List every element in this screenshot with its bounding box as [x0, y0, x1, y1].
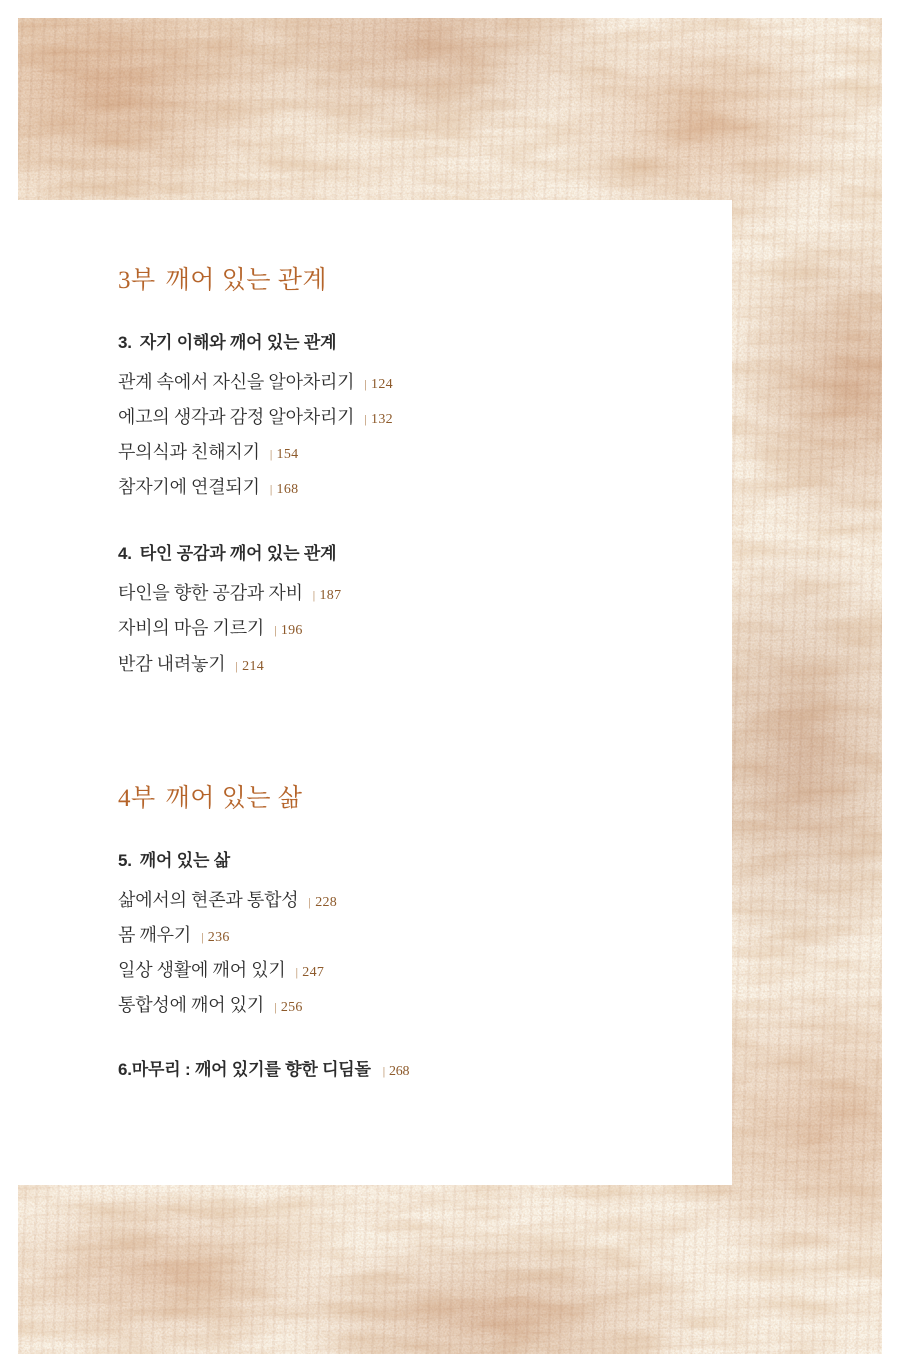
chapter-number-4: 4.	[118, 544, 132, 564]
entry-page-number: | 228	[308, 895, 337, 910]
entry-title: 몸 깨우기	[118, 924, 192, 945]
entry-title: 반감 내려놓기	[118, 653, 226, 674]
chapter-title-5: 깨어 있는 삶	[139, 850, 230, 870]
entry-title: 타인을 향한 공감과 자비	[118, 583, 303, 604]
toc-entry[interactable]	[118, 988, 698, 1023]
chapter-number-5: 5.	[118, 850, 132, 870]
part-heading-3	[118, 260, 698, 296]
part-title-3: 깨어 있는 관계	[165, 267, 328, 294]
entry-group-chapter-3	[118, 365, 698, 505]
entry-title: 삶에서의 현존과 통합성	[118, 889, 299, 910]
entry-group-chapter-5	[118, 883, 698, 1023]
entry-page-number: | 132	[364, 412, 393, 427]
part-heading-4	[118, 778, 698, 814]
entry-page-number: | 268	[383, 1064, 410, 1079]
entry-page-number: | 247	[296, 965, 325, 980]
table-of-contents	[118, 260, 698, 1080]
chapter-title-3: 자기 이해와 깨어 있는 관계	[139, 333, 337, 352]
toc-entry[interactable]	[118, 576, 698, 611]
toc-entry[interactable]	[118, 883, 698, 918]
entry-page-number: | 196	[274, 623, 303, 638]
section-spacer	[118, 682, 698, 778]
toc-entry[interactable]	[118, 953, 698, 988]
chapter-title-6: 마무리 : 깨어 있기를 향한 디딤돌	[131, 1060, 371, 1080]
chapter-number-6: 6.	[118, 1060, 132, 1080]
entry-page-number: | 236	[201, 930, 230, 945]
part-title-4: 깨어 있는 삶	[165, 784, 303, 812]
entry-page-number: | 256	[274, 1000, 303, 1015]
entry-title: 자비의 마음 기르기	[118, 618, 265, 639]
entry-page-number: | 214	[235, 659, 264, 674]
toc-entry[interactable]	[118, 400, 698, 435]
part-number-4: 4부	[118, 784, 156, 812]
part-number-3: 3부	[118, 267, 156, 294]
toc-entry[interactable]	[118, 918, 698, 953]
toc-entry[interactable]	[118, 435, 698, 470]
entry-title: 무의식과 친해지기	[118, 442, 260, 463]
entry-title: 관계 속에서 자신을 알아차리기	[118, 372, 355, 392]
chapter-heading-5	[118, 846, 698, 871]
entry-title: 통합성에 깨어 있기	[118, 994, 265, 1015]
entry-page-number: | 168	[270, 482, 299, 497]
chapter-heading-6[interactable]	[118, 1055, 698, 1080]
entry-title: 에고의 생각과 감정 알아차리기	[118, 407, 355, 428]
chapter-number-3: 3.	[118, 333, 132, 352]
chapter-heading-3	[118, 328, 698, 353]
chapter-heading-4	[118, 539, 698, 564]
entry-page-number: | 154	[270, 447, 299, 462]
toc-entry[interactable]	[118, 365, 698, 400]
entry-page-number: | 124	[364, 377, 393, 392]
entry-group-chapter-4	[118, 576, 698, 681]
toc-entry[interactable]	[118, 470, 698, 505]
entry-title: 참자기에 연결되기	[118, 477, 260, 498]
toc-entry[interactable]	[118, 647, 698, 682]
entry-title: 일상 생활에 깨어 있기	[118, 959, 286, 980]
entry-page-number: | 187	[313, 588, 342, 603]
toc-entry[interactable]	[118, 611, 698, 646]
content-panel	[18, 200, 732, 1185]
chapter-title-4: 타인 공감과 깨어 있는 관계	[139, 544, 337, 564]
